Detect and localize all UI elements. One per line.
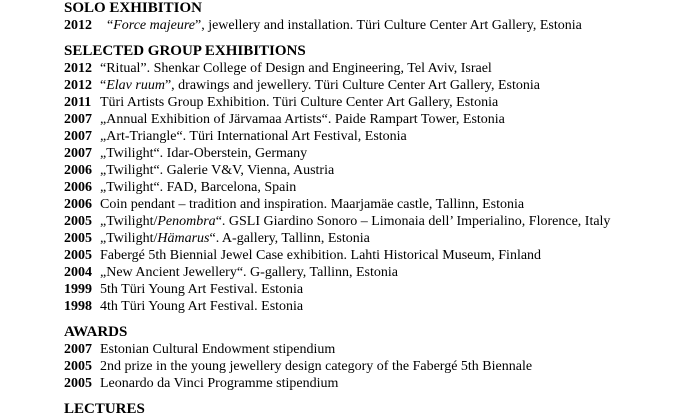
entry-text-pre: „Twilight/ [100,214,158,229]
group-entry [64,162,694,179]
entry-text-post: “. GSLI Giardino Sonoro – Limonaia dell’ Imperialino, Florence, Italy [215,214,611,229]
award-entry [64,341,694,358]
solo-entry [64,17,694,34]
entry-text: „New Ancient Jewellery“. G-gallery, Tallinn, Estonia [100,265,398,280]
entry-year: 2006 [64,180,92,195]
group-entry [64,128,694,145]
entry-text: Leonardo da Vinci Programme stipendium [100,376,339,391]
entry-text: Türi Artists Group Exhibition. Türi Culture Center Art Gallery, Estonia [100,95,499,110]
entry-text: „Annual Exhibition of Järvamaa Artists“. Paide Rampart Tower, Estonia [100,112,505,127]
group-entry [64,111,694,128]
entry-text-title: Elav ruum [106,78,165,93]
entry-year: 1998 [64,299,92,314]
entry-text: Estonian Cultural Endowment stipendium [100,342,336,357]
entry-text-title: Penombra [157,214,216,229]
entry-year: 2004 [64,265,92,280]
entry-text: „Twilight“. FAD, Barcelona, Spain [100,180,297,195]
awards-list [64,341,694,392]
entry-year: 1999 [64,282,92,297]
entry-text-pre: “ [100,18,114,33]
group-entry [64,213,694,230]
entry-year: 2012 [64,78,92,93]
entry-year: 2005 [64,359,92,374]
entry-year: 2006 [64,197,92,212]
entry-text: „Twilight“. Galerie V&V, Vienna, Austria [100,163,335,178]
group-entry [64,145,694,162]
entry-text-post: “. A-gallery, Tallinn, Estonia [209,231,370,246]
entry-year: 2005 [64,376,92,391]
section-title-lectures: LECTURES [64,401,145,417]
entry-text: Fabergé 5th Biennial Jewel Case exhibition. Lahti Historical Museum, Finland [100,248,542,263]
award-entry [64,375,694,392]
entry-text: „Twilight“. Idar-Oberstein, Germany [100,146,308,161]
group-list [64,60,694,315]
award-entry [64,358,694,375]
section-title-solo: SOLO EXHIBITION [64,0,202,16]
entry-text: “Ritual”. Shenkar College of Design and Engineering, Tel Aviv, Israel [100,61,492,76]
group-entry [64,77,694,94]
entry-text: 2nd prize in the young jewellery design category of the Fabergé 5th Biennale [100,359,533,374]
entry-text: Coin pendant – tradition and inspiration. Maarjamäe castle, Tallinn, Estonia [100,197,525,212]
entry-year: 2012 [64,18,92,33]
entry-text: 4th Türi Young Art Festival. Estonia [100,299,304,314]
section-title-awards: AWARDS [64,324,128,340]
entry-year: 2007 [64,112,92,127]
entry-text-post: ”, drawings and jewellery. Türi Culture Center Art Gallery, Estonia [164,78,540,93]
group-entry [64,230,694,247]
group-entry [64,298,694,315]
entry-text-title: Hämarus [157,231,210,246]
cv-document [64,0,694,418]
entry-year: 2011 [64,95,92,110]
group-entry [64,196,694,213]
entry-year: 2005 [64,248,92,263]
entry-year: 2007 [64,146,92,161]
entry-text-post: ”, jewellery and installation. Türi Culture Center Art Gallery, Estonia [194,18,582,33]
entry-text-pre: “ [100,78,107,93]
entry-year: 2012 [64,61,92,76]
entry-year: 2005 [64,214,92,229]
entry-year: 2006 [64,163,92,178]
entry-text-pre: „Twilight/ [100,231,158,246]
group-entry [64,281,694,298]
entry-text: „Art-Triangle“. Türi International Art Festival, Estonia [100,129,407,144]
group-entry [64,179,694,196]
entry-year: 2007 [64,342,92,357]
entry-year: 2007 [64,129,92,144]
group-entry [64,247,694,264]
group-entry [64,264,694,281]
entry-text-title: Force majeure [113,18,195,33]
entry-text: 5th Türi Young Art Festival. Estonia [100,282,304,297]
group-entry [64,94,694,111]
group-entry [64,60,694,77]
section-title-group: SELECTED GROUP EXHIBITIONS [64,43,306,59]
entry-year: 2005 [64,231,92,246]
